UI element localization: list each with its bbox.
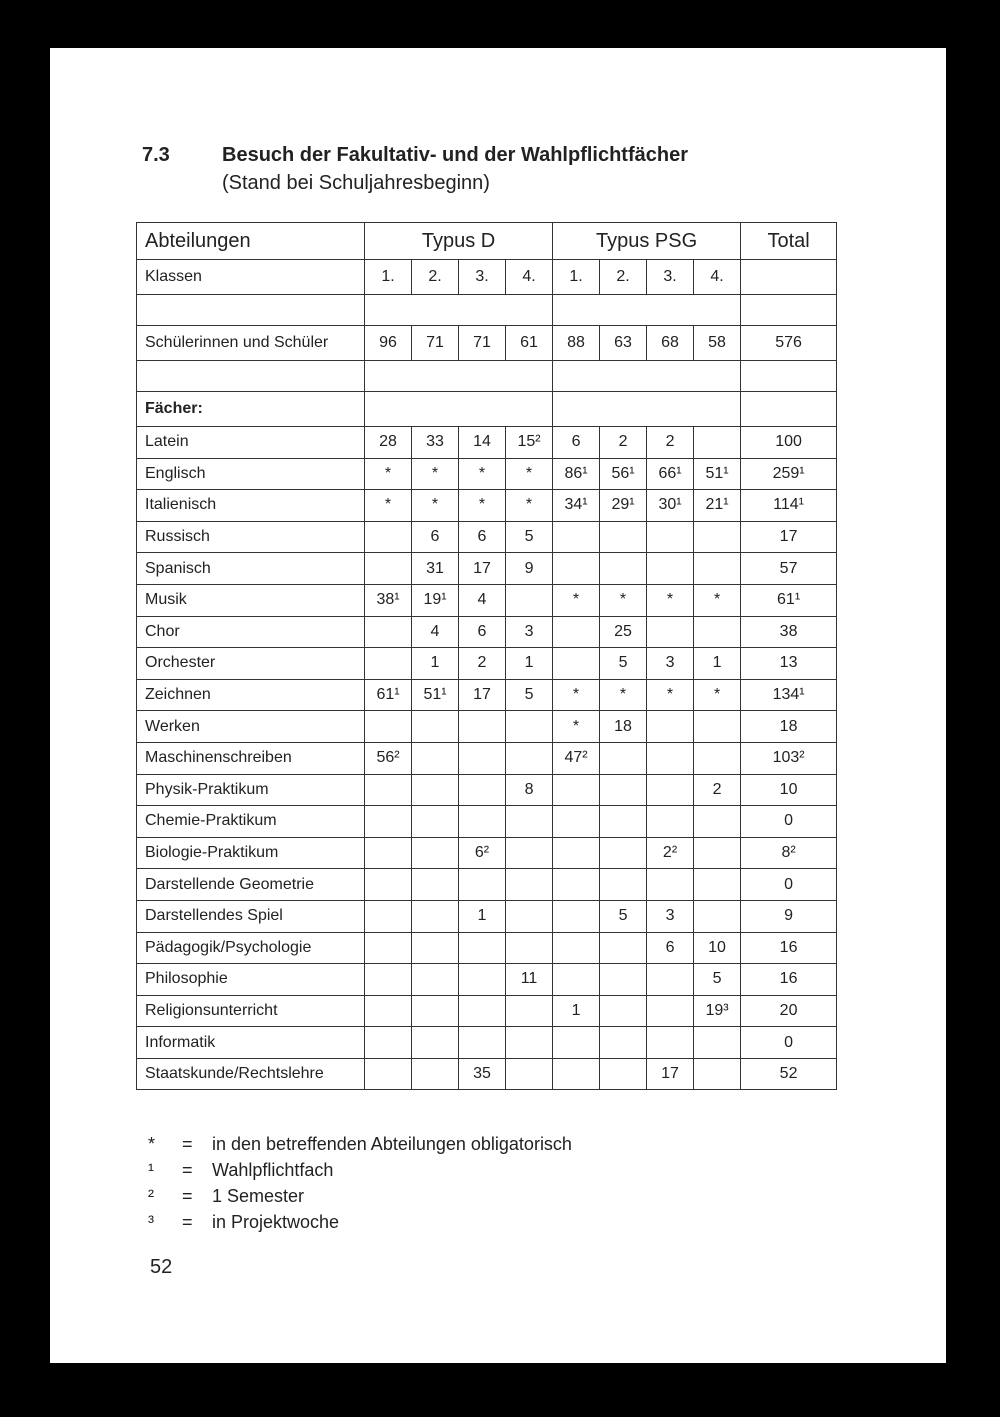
subject-cell xyxy=(600,521,647,553)
subject-cell xyxy=(553,806,600,838)
subject-cell xyxy=(365,648,412,680)
subject-cell xyxy=(600,774,647,806)
subject-cell xyxy=(553,964,600,996)
subject-cell xyxy=(694,553,741,585)
subject-label: Werken xyxy=(137,711,365,743)
klasse-cell: 1. xyxy=(365,260,412,295)
subject-row xyxy=(137,1058,837,1090)
subject-cell: 3 xyxy=(647,900,694,932)
students-label: Schülerinnen und Schüler xyxy=(137,326,365,361)
subject-cell xyxy=(600,742,647,774)
subject-label: Latein xyxy=(137,427,365,459)
subject-cell: * xyxy=(459,490,506,522)
klasse-cell: 3. xyxy=(459,260,506,295)
subject-cell: * xyxy=(459,458,506,490)
subject-label: Russisch xyxy=(137,521,365,553)
subject-cell: 1 xyxy=(459,900,506,932)
subject-label: Informatik xyxy=(137,1027,365,1059)
subject-total-cell: 100 xyxy=(741,427,837,459)
subject-row xyxy=(137,932,837,964)
subject-cell xyxy=(459,995,506,1027)
subject-cell: 3 xyxy=(647,648,694,680)
klasse-total-cell xyxy=(741,260,837,295)
subject-cell xyxy=(694,521,741,553)
subject-cell xyxy=(553,521,600,553)
subject-cell xyxy=(553,648,600,680)
subject-cell xyxy=(647,553,694,585)
klasse-cell: 3. xyxy=(647,260,694,295)
subject-cell xyxy=(412,1058,459,1090)
subject-cell: 6 xyxy=(647,932,694,964)
footnote-semester: ² = 1 Semester xyxy=(148,1186,305,1206)
students-total-cell: 576 xyxy=(741,326,837,361)
subject-cell: 2 xyxy=(647,427,694,459)
subject-label: Physik-Praktikum xyxy=(137,774,365,806)
subject-cell: * xyxy=(694,679,741,711)
section-subtitle: (Stand bei Schuljahresbeginn) xyxy=(222,172,490,194)
subject-cell xyxy=(553,1027,600,1059)
subject-cell: 56¹ xyxy=(600,458,647,490)
klasse-cell: 1. xyxy=(553,260,600,295)
subject-label: Englisch xyxy=(137,458,365,490)
subject-cell xyxy=(694,711,741,743)
subject-cell: 10 xyxy=(694,932,741,964)
subject-cell xyxy=(412,711,459,743)
subject-cell: 51¹ xyxy=(412,679,459,711)
subject-cell: 9 xyxy=(506,553,553,585)
subject-cell: * xyxy=(553,584,600,616)
students-row xyxy=(137,326,837,361)
subject-label: Spanisch xyxy=(137,553,365,585)
subject-cell: 61¹ xyxy=(365,679,412,711)
enrollment-table xyxy=(136,222,837,1090)
subject-cell: 35 xyxy=(459,1058,506,1090)
subject-label: Pädagogik/Psychologie xyxy=(137,932,365,964)
subject-cell: * xyxy=(365,490,412,522)
subject-cell xyxy=(365,1058,412,1090)
subject-row xyxy=(137,900,837,932)
spacer-row xyxy=(137,295,837,326)
subject-row xyxy=(137,1027,837,1059)
subject-cell xyxy=(694,900,741,932)
subject-cell: * xyxy=(553,711,600,743)
subject-total-cell: 61¹ xyxy=(741,584,837,616)
subject-cell: * xyxy=(600,679,647,711)
subject-cell: 21¹ xyxy=(694,490,741,522)
subject-cell xyxy=(647,774,694,806)
subject-cell: 66¹ xyxy=(647,458,694,490)
subject-total-cell: 16 xyxy=(741,964,837,996)
header-abteilungen: Abteilungen xyxy=(137,223,365,260)
subject-cell xyxy=(600,869,647,901)
subject-row xyxy=(137,584,837,616)
subject-cell: * xyxy=(553,679,600,711)
subject-cell xyxy=(412,774,459,806)
students-cell: 88 xyxy=(553,326,600,361)
subject-cell xyxy=(553,900,600,932)
subject-row xyxy=(137,553,837,585)
spacer-row xyxy=(137,361,837,392)
subject-row xyxy=(137,458,837,490)
subject-label: Maschinenschreiben xyxy=(137,742,365,774)
subject-cell xyxy=(459,869,506,901)
subject-cell xyxy=(553,774,600,806)
subject-total-cell: 0 xyxy=(741,806,837,838)
subject-cell: 6 xyxy=(459,616,506,648)
subject-cell: 1 xyxy=(506,648,553,680)
subject-cell: 51¹ xyxy=(694,458,741,490)
subject-cell: 2 xyxy=(459,648,506,680)
subject-total-cell: 0 xyxy=(741,869,837,901)
subject-cell: 6 xyxy=(459,521,506,553)
subject-label: Staatskunde/Rechtslehre xyxy=(137,1058,365,1090)
subject-cell xyxy=(600,964,647,996)
subject-cell: 5 xyxy=(694,964,741,996)
subject-cell: 2 xyxy=(694,774,741,806)
subject-cell xyxy=(694,1027,741,1059)
faecher-label: Fächer: xyxy=(137,392,365,427)
subject-cell xyxy=(600,837,647,869)
subject-cell: 56² xyxy=(365,742,412,774)
subject-cell: 86¹ xyxy=(553,458,600,490)
klasse-cell: 2. xyxy=(600,260,647,295)
subject-label: Italienisch xyxy=(137,490,365,522)
subject-cell xyxy=(553,869,600,901)
students-cell: 63 xyxy=(600,326,647,361)
subject-cell: 4 xyxy=(412,616,459,648)
subject-total-cell: 16 xyxy=(741,932,837,964)
subject-cell xyxy=(365,1027,412,1059)
section-title: Besuch der Fakultativ- und der Wahlpflichtfächer xyxy=(222,144,688,166)
subject-cell xyxy=(600,932,647,964)
subject-cell xyxy=(365,616,412,648)
subject-cell xyxy=(412,900,459,932)
subject-total-cell: 0 xyxy=(741,1027,837,1059)
subject-row xyxy=(137,521,837,553)
subject-total-cell: 134¹ xyxy=(741,679,837,711)
subject-total-cell: 13 xyxy=(741,648,837,680)
subject-label: Orchester xyxy=(137,648,365,680)
subject-cell xyxy=(694,837,741,869)
subject-cell: 19³ xyxy=(694,995,741,1027)
header-typus-psg: Typus PSG xyxy=(553,223,741,260)
subject-cell xyxy=(459,932,506,964)
subject-cell xyxy=(506,711,553,743)
subject-cell: 4 xyxy=(459,584,506,616)
klassen-label: Klassen xyxy=(137,260,365,295)
subject-row xyxy=(137,774,837,806)
subject-label: Chor xyxy=(137,616,365,648)
page-number: 52 xyxy=(150,1256,173,1278)
subject-cell xyxy=(506,932,553,964)
subject-cell: 11 xyxy=(506,964,553,996)
subject-cell xyxy=(506,742,553,774)
subject-total-cell: 57 xyxy=(741,553,837,585)
students-cell: 96 xyxy=(365,326,412,361)
subject-cell: * xyxy=(506,490,553,522)
subject-cell xyxy=(553,616,600,648)
subject-row xyxy=(137,427,837,459)
subject-row xyxy=(137,742,837,774)
subject-cell xyxy=(506,1058,553,1090)
subject-label: Biologie-Praktikum xyxy=(137,837,365,869)
subject-cell xyxy=(647,742,694,774)
subject-cell xyxy=(412,869,459,901)
students-cell: 71 xyxy=(459,326,506,361)
subject-cell: 17 xyxy=(459,553,506,585)
subject-row xyxy=(137,995,837,1027)
subject-cell xyxy=(553,553,600,585)
subject-cell xyxy=(506,806,553,838)
subject-cell: 8 xyxy=(506,774,553,806)
subject-label: Religionsunterricht xyxy=(137,995,365,1027)
subject-cell xyxy=(694,427,741,459)
subject-cell xyxy=(412,1027,459,1059)
subject-label: Darstellendes Spiel xyxy=(137,900,365,932)
subject-cell xyxy=(647,521,694,553)
students-cell: 61 xyxy=(506,326,553,361)
subject-cell: 6² xyxy=(459,837,506,869)
subject-label: Musik xyxy=(137,584,365,616)
subject-row xyxy=(137,648,837,680)
subject-cell: * xyxy=(412,490,459,522)
document-page xyxy=(50,48,946,1363)
subject-row xyxy=(137,869,837,901)
subject-total-cell: 9 xyxy=(741,900,837,932)
subject-cell xyxy=(694,742,741,774)
klassen-row xyxy=(137,260,837,295)
subject-cell xyxy=(553,932,600,964)
subject-cell xyxy=(365,995,412,1027)
subject-cell xyxy=(459,774,506,806)
subject-row xyxy=(137,679,837,711)
subject-cell: 33 xyxy=(412,427,459,459)
subject-label: Zeichnen xyxy=(137,679,365,711)
students-cell: 58 xyxy=(694,326,741,361)
subject-cell xyxy=(694,616,741,648)
subject-cell xyxy=(506,900,553,932)
subject-cell xyxy=(647,995,694,1027)
footnote-wahlpflicht: ¹ = Wahlpflichtfach xyxy=(148,1160,334,1180)
subject-cell xyxy=(459,711,506,743)
subject-cell: * xyxy=(647,584,694,616)
subject-cell: 25 xyxy=(600,616,647,648)
subject-cell xyxy=(412,806,459,838)
subject-cell: 2² xyxy=(647,837,694,869)
subject-cell xyxy=(506,1027,553,1059)
subject-cell: 17 xyxy=(647,1058,694,1090)
subject-cell xyxy=(694,869,741,901)
subject-total-cell: 38 xyxy=(741,616,837,648)
subject-cell: * xyxy=(506,458,553,490)
subject-row xyxy=(137,806,837,838)
subject-cell: 15² xyxy=(506,427,553,459)
subject-cell xyxy=(506,837,553,869)
subject-cell xyxy=(365,964,412,996)
subject-cell xyxy=(694,806,741,838)
subject-cell: 5 xyxy=(600,648,647,680)
footnote-projektwoche: ³ = in Projektwoche xyxy=(148,1212,340,1232)
subject-cell: * xyxy=(412,458,459,490)
subject-cell: 18 xyxy=(600,711,647,743)
subject-cell: 5 xyxy=(506,679,553,711)
subject-cell: 17 xyxy=(459,679,506,711)
subject-cell xyxy=(553,837,600,869)
subject-cell xyxy=(365,837,412,869)
subject-cell: 1 xyxy=(412,648,459,680)
subject-cell: 1 xyxy=(553,995,600,1027)
subject-cell: 47² xyxy=(553,742,600,774)
subject-cell: 30¹ xyxy=(647,490,694,522)
subject-cell xyxy=(647,806,694,838)
subject-cell: 1 xyxy=(694,648,741,680)
subject-total-cell: 52 xyxy=(741,1058,837,1090)
subject-cell xyxy=(365,774,412,806)
subject-cell xyxy=(459,806,506,838)
subject-cell: 5 xyxy=(600,900,647,932)
students-cell: 68 xyxy=(647,326,694,361)
header-typus-d: Typus D xyxy=(365,223,553,260)
subject-cell xyxy=(506,995,553,1027)
subject-cell xyxy=(600,995,647,1027)
subject-cell xyxy=(365,806,412,838)
subject-cell xyxy=(647,1027,694,1059)
subject-cell xyxy=(553,1058,600,1090)
subject-total-cell: 18 xyxy=(741,711,837,743)
subject-row xyxy=(137,837,837,869)
subject-cell: 38¹ xyxy=(365,584,412,616)
table-header-row xyxy=(137,223,837,260)
subject-total-cell: 20 xyxy=(741,995,837,1027)
subject-cell: 6 xyxy=(412,521,459,553)
subject-cell: 28 xyxy=(365,427,412,459)
subject-cell xyxy=(694,1058,741,1090)
subject-cell: 2 xyxy=(600,427,647,459)
subject-cell: 31 xyxy=(412,553,459,585)
subject-cell xyxy=(600,806,647,838)
subject-row xyxy=(137,490,837,522)
subject-label: Darstellende Geometrie xyxy=(137,869,365,901)
subject-cell xyxy=(600,1027,647,1059)
klasse-cell: 4. xyxy=(506,260,553,295)
section-number: 7.3 xyxy=(142,144,170,166)
subject-cell xyxy=(365,900,412,932)
subject-label: Philosophie xyxy=(137,964,365,996)
klasse-cell: 2. xyxy=(412,260,459,295)
subject-cell: 14 xyxy=(459,427,506,459)
subject-cell xyxy=(600,1058,647,1090)
footnote-obligatorisch: * = in den betreffenden Abteilungen obligatorisch xyxy=(148,1134,572,1154)
klasse-cell: 4. xyxy=(694,260,741,295)
subject-total-cell: 17 xyxy=(741,521,837,553)
subject-cell xyxy=(647,616,694,648)
subject-cell xyxy=(412,964,459,996)
header-total: Total xyxy=(741,223,837,260)
subject-total-cell: 114¹ xyxy=(741,490,837,522)
subject-cell xyxy=(412,837,459,869)
subject-row xyxy=(137,964,837,996)
subject-cell xyxy=(412,932,459,964)
subject-total-cell: 259¹ xyxy=(741,458,837,490)
subject-cell: 34¹ xyxy=(553,490,600,522)
subject-cell xyxy=(506,869,553,901)
subject-cell xyxy=(365,932,412,964)
subject-cell xyxy=(647,869,694,901)
subject-cell: * xyxy=(365,458,412,490)
subject-cell xyxy=(506,584,553,616)
subject-cell: 5 xyxy=(506,521,553,553)
subject-cell: * xyxy=(647,679,694,711)
subject-cell xyxy=(412,742,459,774)
subject-total-cell: 103² xyxy=(741,742,837,774)
subject-total-cell: 8² xyxy=(741,837,837,869)
subject-cell: * xyxy=(600,584,647,616)
subject-label: Chemie-Praktikum xyxy=(137,806,365,838)
subject-cell: 3 xyxy=(506,616,553,648)
subject-cell xyxy=(647,964,694,996)
subject-cell: * xyxy=(694,584,741,616)
subject-cell xyxy=(600,553,647,585)
subject-cell xyxy=(459,742,506,774)
subject-row xyxy=(137,711,837,743)
subject-total-cell: 10 xyxy=(741,774,837,806)
subject-cell: 29¹ xyxy=(600,490,647,522)
subject-cell xyxy=(365,521,412,553)
faecher-heading-row xyxy=(137,392,837,427)
subject-cell xyxy=(459,964,506,996)
subject-cell xyxy=(647,711,694,743)
subject-cell xyxy=(365,869,412,901)
subject-row xyxy=(137,616,837,648)
students-cell: 71 xyxy=(412,326,459,361)
subject-cell: 19¹ xyxy=(412,584,459,616)
subject-cell xyxy=(412,995,459,1027)
subject-cell: 6 xyxy=(553,427,600,459)
subject-cell xyxy=(365,553,412,585)
subject-cell xyxy=(365,711,412,743)
subject-cell xyxy=(459,1027,506,1059)
